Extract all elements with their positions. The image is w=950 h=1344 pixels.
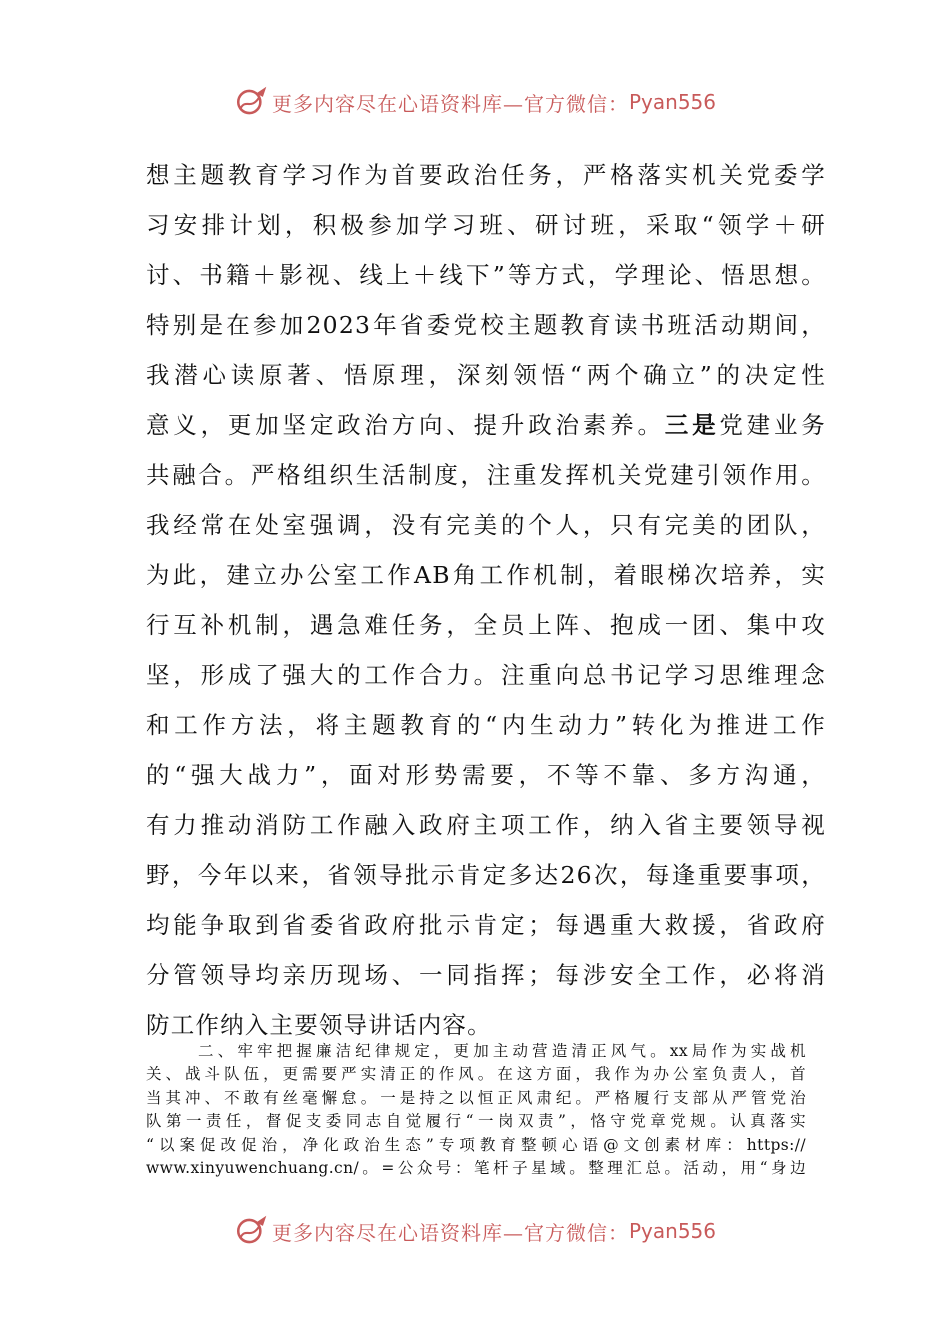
- document-body: [146, 150, 826, 1050]
- body-line: 我潜心读原著、悟原理，深刻领悟“两个确立”的决定性: [146, 361, 826, 389]
- body-line: 特别是在参加2023年省委党校主题教育读书班活动期间，: [146, 311, 826, 339]
- body-line-segment: 党建业务: [719, 411, 826, 439]
- body-line: 行互补机制，遇急难任务，全员上阵、抱成一团、集中攻: [146, 611, 826, 639]
- body-line: 共融合。严格组织生活制度，注重发挥机关党建引领作用。: [146, 461, 826, 489]
- banner-handle: Pyan556: [628, 90, 716, 114]
- banner-handle: Pyan556: [628, 1219, 716, 1243]
- body-line: 有力推动消防工作融入政府主项工作，纳入省主要领导视: [146, 811, 826, 839]
- bold-marker: 三是: [664, 411, 720, 439]
- body-line-mixed: [146, 400, 826, 450]
- body-line: 和工作方法，将主题教育的“内生动力”转化为推进工作: [146, 711, 826, 739]
- body-line: 坚，形成了强大的工作合力。注重向总书记学习思维理念: [146, 661, 826, 689]
- small-line: “以案促改促治，净化政治生态”专项教育整顿心语@文创素材库：https://: [146, 1135, 806, 1154]
- body-line: 分管领导均亲历现场、一同指挥；每涉安全工作，必将消: [146, 961, 826, 989]
- pen-signature-logo-icon: [234, 85, 268, 119]
- footer-banner: [0, 1211, 950, 1251]
- body-line: 讨、书籍＋影视、线上＋线下”等方式，学理论、悟思想。: [146, 261, 826, 289]
- small-line: 二、牢牢把握廉洁纪律规定，更加主动营造清正风气。xx局作为实战机: [198, 1042, 806, 1060]
- header-banner: [0, 82, 950, 122]
- banner-text: 更多内容尽在心语资料库—官方微信：: [271, 91, 629, 116]
- body-line: 想主题教育学习作为首要政治任务，严格落实机关党委学: [146, 161, 826, 189]
- body-line: 均能争取到省委省政府批示肯定；每遇重大救援，省政府: [146, 911, 826, 939]
- body-line: 我经常在处室强调，没有完美的个人，只有完美的团队，: [146, 511, 826, 539]
- body-line: 为此，建立办公室工作AB角工作机制，着眼梯次培养，实: [146, 561, 826, 589]
- small-line: www.xinyuwenchuang.cn/。=公众号：笔杆子星域。整理汇总。活动，用“身边: [146, 1159, 806, 1178]
- pen-signature-logo-icon: [234, 1214, 268, 1248]
- small-line: 关、战斗队伍，更需要严实清正的作风。在这方面，我作为办公室负责人，首: [146, 1065, 806, 1084]
- banner-text: 更多内容尽在心语资料库—官方微信：: [271, 1220, 629, 1245]
- small-line: 当其冲、不敢有丝毫懈怠。一是持之以恒正风肃纪。严格履行支部从严管党治: [146, 1088, 806, 1107]
- small-section: [146, 1040, 806, 1180]
- body-line: 的“强大战力”，面对形势需要，不等不靠、多方沟通，: [146, 761, 826, 789]
- body-line: 习安排计划，积极参加学习班、研讨班，采取“领学＋研: [146, 211, 826, 239]
- body-line: 野，今年以来，省领导批示肯定多达26次，每逢重要事项，: [146, 861, 826, 889]
- body-line-segment: 意义，更加坚定政治方向、提升政治素养。: [146, 411, 665, 439]
- body-line: 防工作纳入主要领导讲话内容。: [146, 1011, 492, 1039]
- small-line: 队第一责任，督促支委同志自觉履行“一岗双责”，恪守党章党规。认真落实: [146, 1112, 806, 1131]
